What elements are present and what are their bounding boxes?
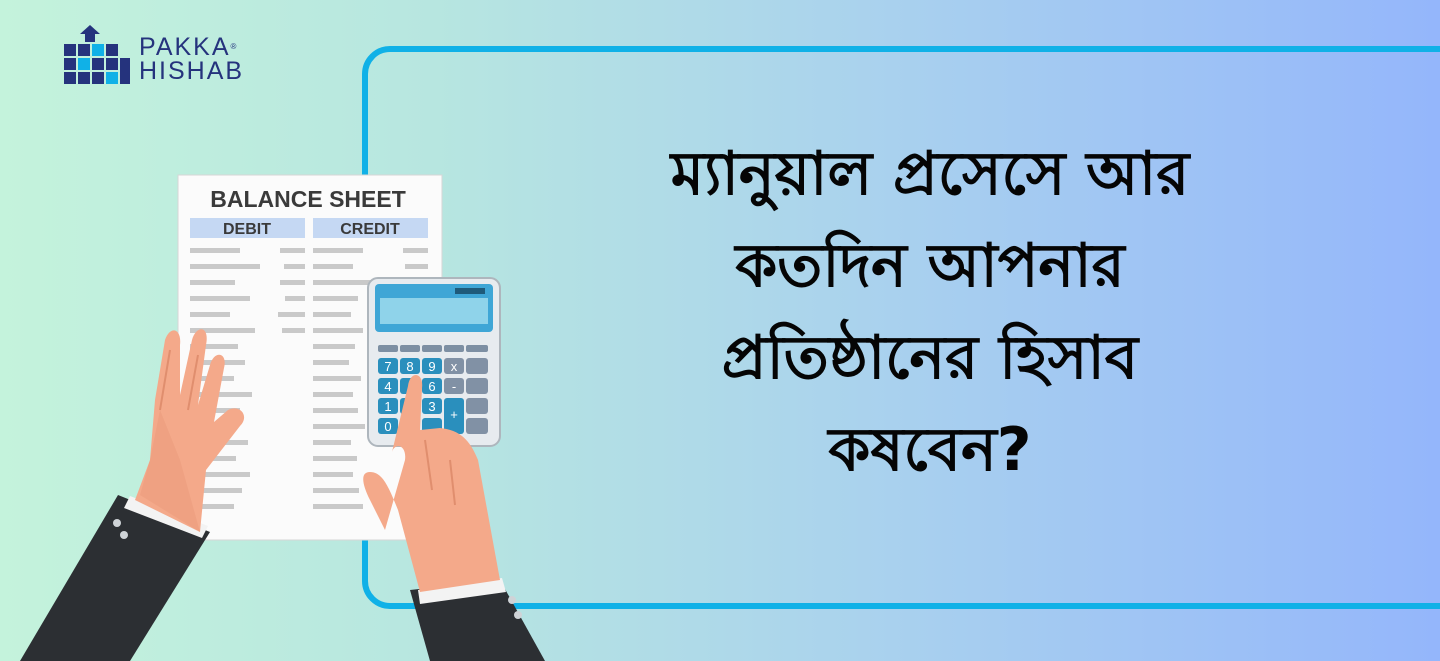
credit-column-label: CREDIT (340, 221, 400, 238)
headline-line-2: কতদিন আপনার (735, 231, 1125, 301)
key-4: 4 (384, 379, 392, 394)
headline-line-3: প্রতিষ্ঠানের হিসাব (721, 323, 1139, 393)
key-plus: + (450, 407, 458, 422)
key-multiply: x (450, 359, 458, 374)
brand-name-line2: HISHAB (139, 57, 245, 85)
headline-line-1: ম্যানুয়াল প্রসেসে আর (670, 139, 1190, 209)
key-9: 9 (428, 359, 436, 374)
key-8: 8 (406, 359, 414, 374)
key-3: 3 (428, 399, 436, 414)
calculator (368, 278, 500, 446)
key-0: 0 (384, 419, 392, 434)
trademark-symbol: ® (230, 42, 237, 51)
illustration-canvas (0, 160, 560, 661)
accounting-illustration (0, 160, 560, 661)
key-6: 6 (428, 379, 436, 394)
key-7: 7 (384, 359, 392, 374)
headline-line-4: কষবেন? (828, 415, 1032, 485)
brand-name-line1: PAKKA (139, 33, 231, 61)
sheet-title: BALANCE SHEET (210, 186, 406, 212)
brand-logo-icon (64, 22, 134, 90)
debit-column-label: DEBIT (223, 221, 271, 238)
brand-logo[interactable] (64, 22, 264, 90)
key-1: 1 (384, 399, 392, 414)
headline (540, 128, 1320, 496)
calculator-keys (378, 345, 488, 434)
key-minus: - (451, 379, 457, 394)
brand-name (139, 35, 244, 83)
